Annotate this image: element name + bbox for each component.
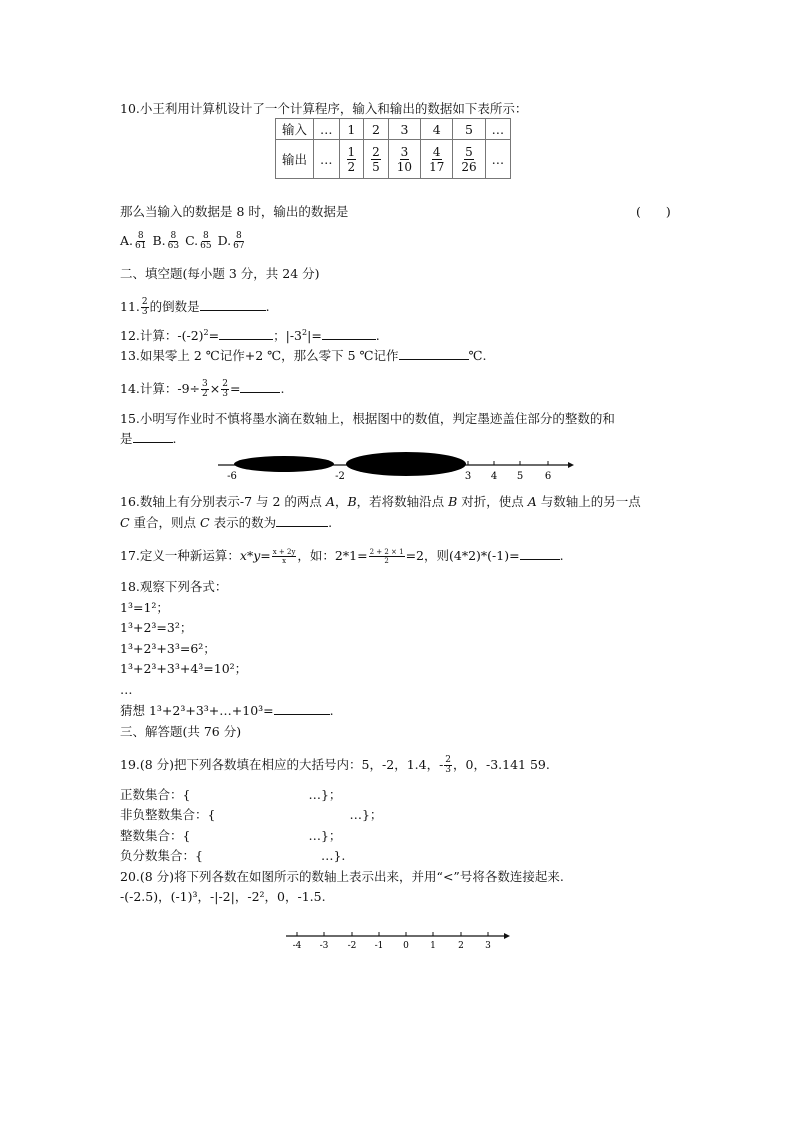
q18-line5: …	[120, 682, 133, 697]
answer-blank[interactable]	[274, 713, 330, 715]
answer-blank[interactable]	[240, 391, 280, 393]
ink-blot-left	[234, 456, 334, 472]
answer-blank[interactable]	[219, 338, 273, 340]
tick-label: 0	[403, 941, 409, 951]
option-a: A. $\frac{8}{61}$	[120, 231, 147, 251]
table-cell: 3	[388, 119, 420, 140]
negative-fraction-set: 负分数集合：{ …}.	[120, 848, 346, 863]
tick-group	[293, 932, 492, 951]
q15-line2: 是 .	[120, 431, 177, 446]
table-cell: 2	[364, 119, 389, 140]
answer-blank[interactable]	[520, 558, 560, 560]
q14: 14.计算：-9÷ $\frac{3}{2}$ × $\frac{2}{3}$ = .	[120, 379, 285, 399]
table-cell	[388, 140, 420, 179]
nonnegative-integer-set: 非负整数集合：{ …}；	[120, 807, 383, 822]
tick-label: -6	[227, 471, 237, 482]
tick-label: -1	[374, 941, 384, 951]
option-b: B. $\frac{8}{63}$	[152, 231, 180, 251]
table-cell: …	[314, 119, 340, 140]
section2-heading: 二、填空题(每小题 3 分，共 24 分)	[120, 266, 320, 281]
frac-num: 1	[347, 144, 356, 159]
frac-den: 2	[347, 159, 356, 174]
q20-number-line	[286, 928, 512, 952]
answer-blank[interactable]	[399, 358, 469, 360]
answer-blank[interactable]	[276, 525, 328, 527]
q20-numbers: -(-2.5)，(-1)³，-|-2|，-2²，0，-1.5.	[120, 889, 326, 904]
option-d: D. $\frac{8}{67}$	[217, 231, 245, 251]
q10-question: 那么当输入的数据是 8 时，输出的数据是	[120, 204, 349, 219]
table-cell: 1	[339, 119, 364, 140]
q10-answer-bracket: ( )	[636, 204, 671, 219]
tick-label: 2	[458, 941, 464, 951]
q16-line2: C 重合，则点 C 表示的数为 .	[120, 515, 333, 530]
table-cell	[364, 140, 389, 179]
io-table-input-row	[276, 119, 511, 140]
q18-line2: 1³+2³=3²；	[120, 620, 193, 635]
tick-label: 1	[430, 941, 436, 951]
table-cell: …	[485, 140, 511, 179]
tick-label: 3	[464, 471, 472, 482]
tick-label: 3	[485, 941, 491, 951]
q18-guess: 猜想 1³+2³+3³+…+10³= .	[120, 703, 334, 718]
tick-label: -4	[292, 941, 302, 951]
tick-label: 4	[490, 471, 498, 482]
q18-title: 18.观察下列各式：	[120, 579, 228, 594]
tick-label: -3	[319, 941, 329, 951]
ink-blot-right	[346, 452, 466, 476]
q10-stem: 10.小王利用计算机设计了一个计算程序，输入和输出的数据如下表所示：	[120, 101, 528, 116]
q18-line3: 1³+2³+3³=6²；	[120, 641, 216, 656]
q18-line4: 1³+2³+3³+4³=10²；	[120, 661, 248, 676]
q20-stem: 20.(8 分)将下列各数在如图所示的数轴上表示出来，并用“<”号将各数连接起来.	[120, 869, 564, 884]
section3-heading: 三、解答题(共 76 分)	[120, 724, 242, 739]
table-cell	[453, 140, 485, 179]
table-cell-input-label: 输入	[276, 119, 314, 140]
integer-set: 整数集合：{ …}；	[120, 828, 342, 843]
table-cell-output-label: 输出	[276, 140, 314, 179]
frac-num: 2	[372, 144, 380, 159]
tick-label: 5	[516, 471, 524, 482]
frac-den: 10	[396, 159, 413, 174]
q19-stem: 19.(8 分)把下列各数填在相应的大括号内：5，-2，1.4，- $\frac{2}{3}$ ，0，-3.141 59.	[120, 755, 550, 775]
q18-line1: 1³=1²；	[120, 600, 169, 615]
table-cell: 4	[421, 119, 453, 140]
answer-blank[interactable]	[133, 441, 173, 443]
q11: 11. $\frac{2}{3}$ 的倒数是 .	[120, 297, 270, 317]
table-cell: …	[485, 119, 511, 140]
io-table-output-row	[276, 140, 511, 179]
frac-den: 17	[429, 159, 445, 174]
answer-blank[interactable]	[322, 338, 376, 340]
tick-label: -2	[335, 471, 345, 482]
frac-den: 26	[461, 159, 477, 174]
q15-line1: 15.小明写作业时不慎将墨水滴在数轴上，根据图中的数值，判定墨迹盖住部分的整数的和	[120, 411, 615, 426]
q15-number-line	[218, 452, 578, 482]
frac-num: 3	[400, 144, 409, 159]
q13: 13.如果零上 2 ℃记作+2 ℃，那么零下 5 ℃记作 ℃.	[120, 348, 487, 363]
frac-num: 5	[465, 144, 473, 159]
table-cell	[339, 140, 364, 179]
option-c: C. $\frac{8}{65}$	[185, 231, 212, 251]
q16-line1: 16.数轴上有分别表示-7 与 2 的两点 A，B，若将数轴沿点 B 对折，使点 A 与数轴上的另一点	[120, 494, 641, 509]
frac-den: 5	[372, 159, 380, 174]
table-cell: …	[314, 140, 340, 179]
answer-blank[interactable]	[200, 309, 266, 311]
tick-label: -2	[347, 941, 357, 951]
positive-set: 正数集合：{ …}；	[120, 787, 342, 802]
table-cell: 5	[453, 119, 485, 140]
frac-num: 4	[432, 144, 441, 159]
tick-label: 6	[544, 471, 552, 482]
io-table	[275, 118, 511, 179]
q17: 17.定义一种新运算：x*y= $\frac{x + 2y}{x}$ ，如：2*1= $\frac{2 + 2 \times 1}{2}$ =2，则(4*2)*(-1)= .	[120, 548, 564, 565]
q10-options	[120, 232, 247, 251]
table-cell	[421, 140, 453, 179]
q12: 12.计算：$-(-2)^2=$ ；$|-3^2|=$ .	[120, 327, 380, 343]
